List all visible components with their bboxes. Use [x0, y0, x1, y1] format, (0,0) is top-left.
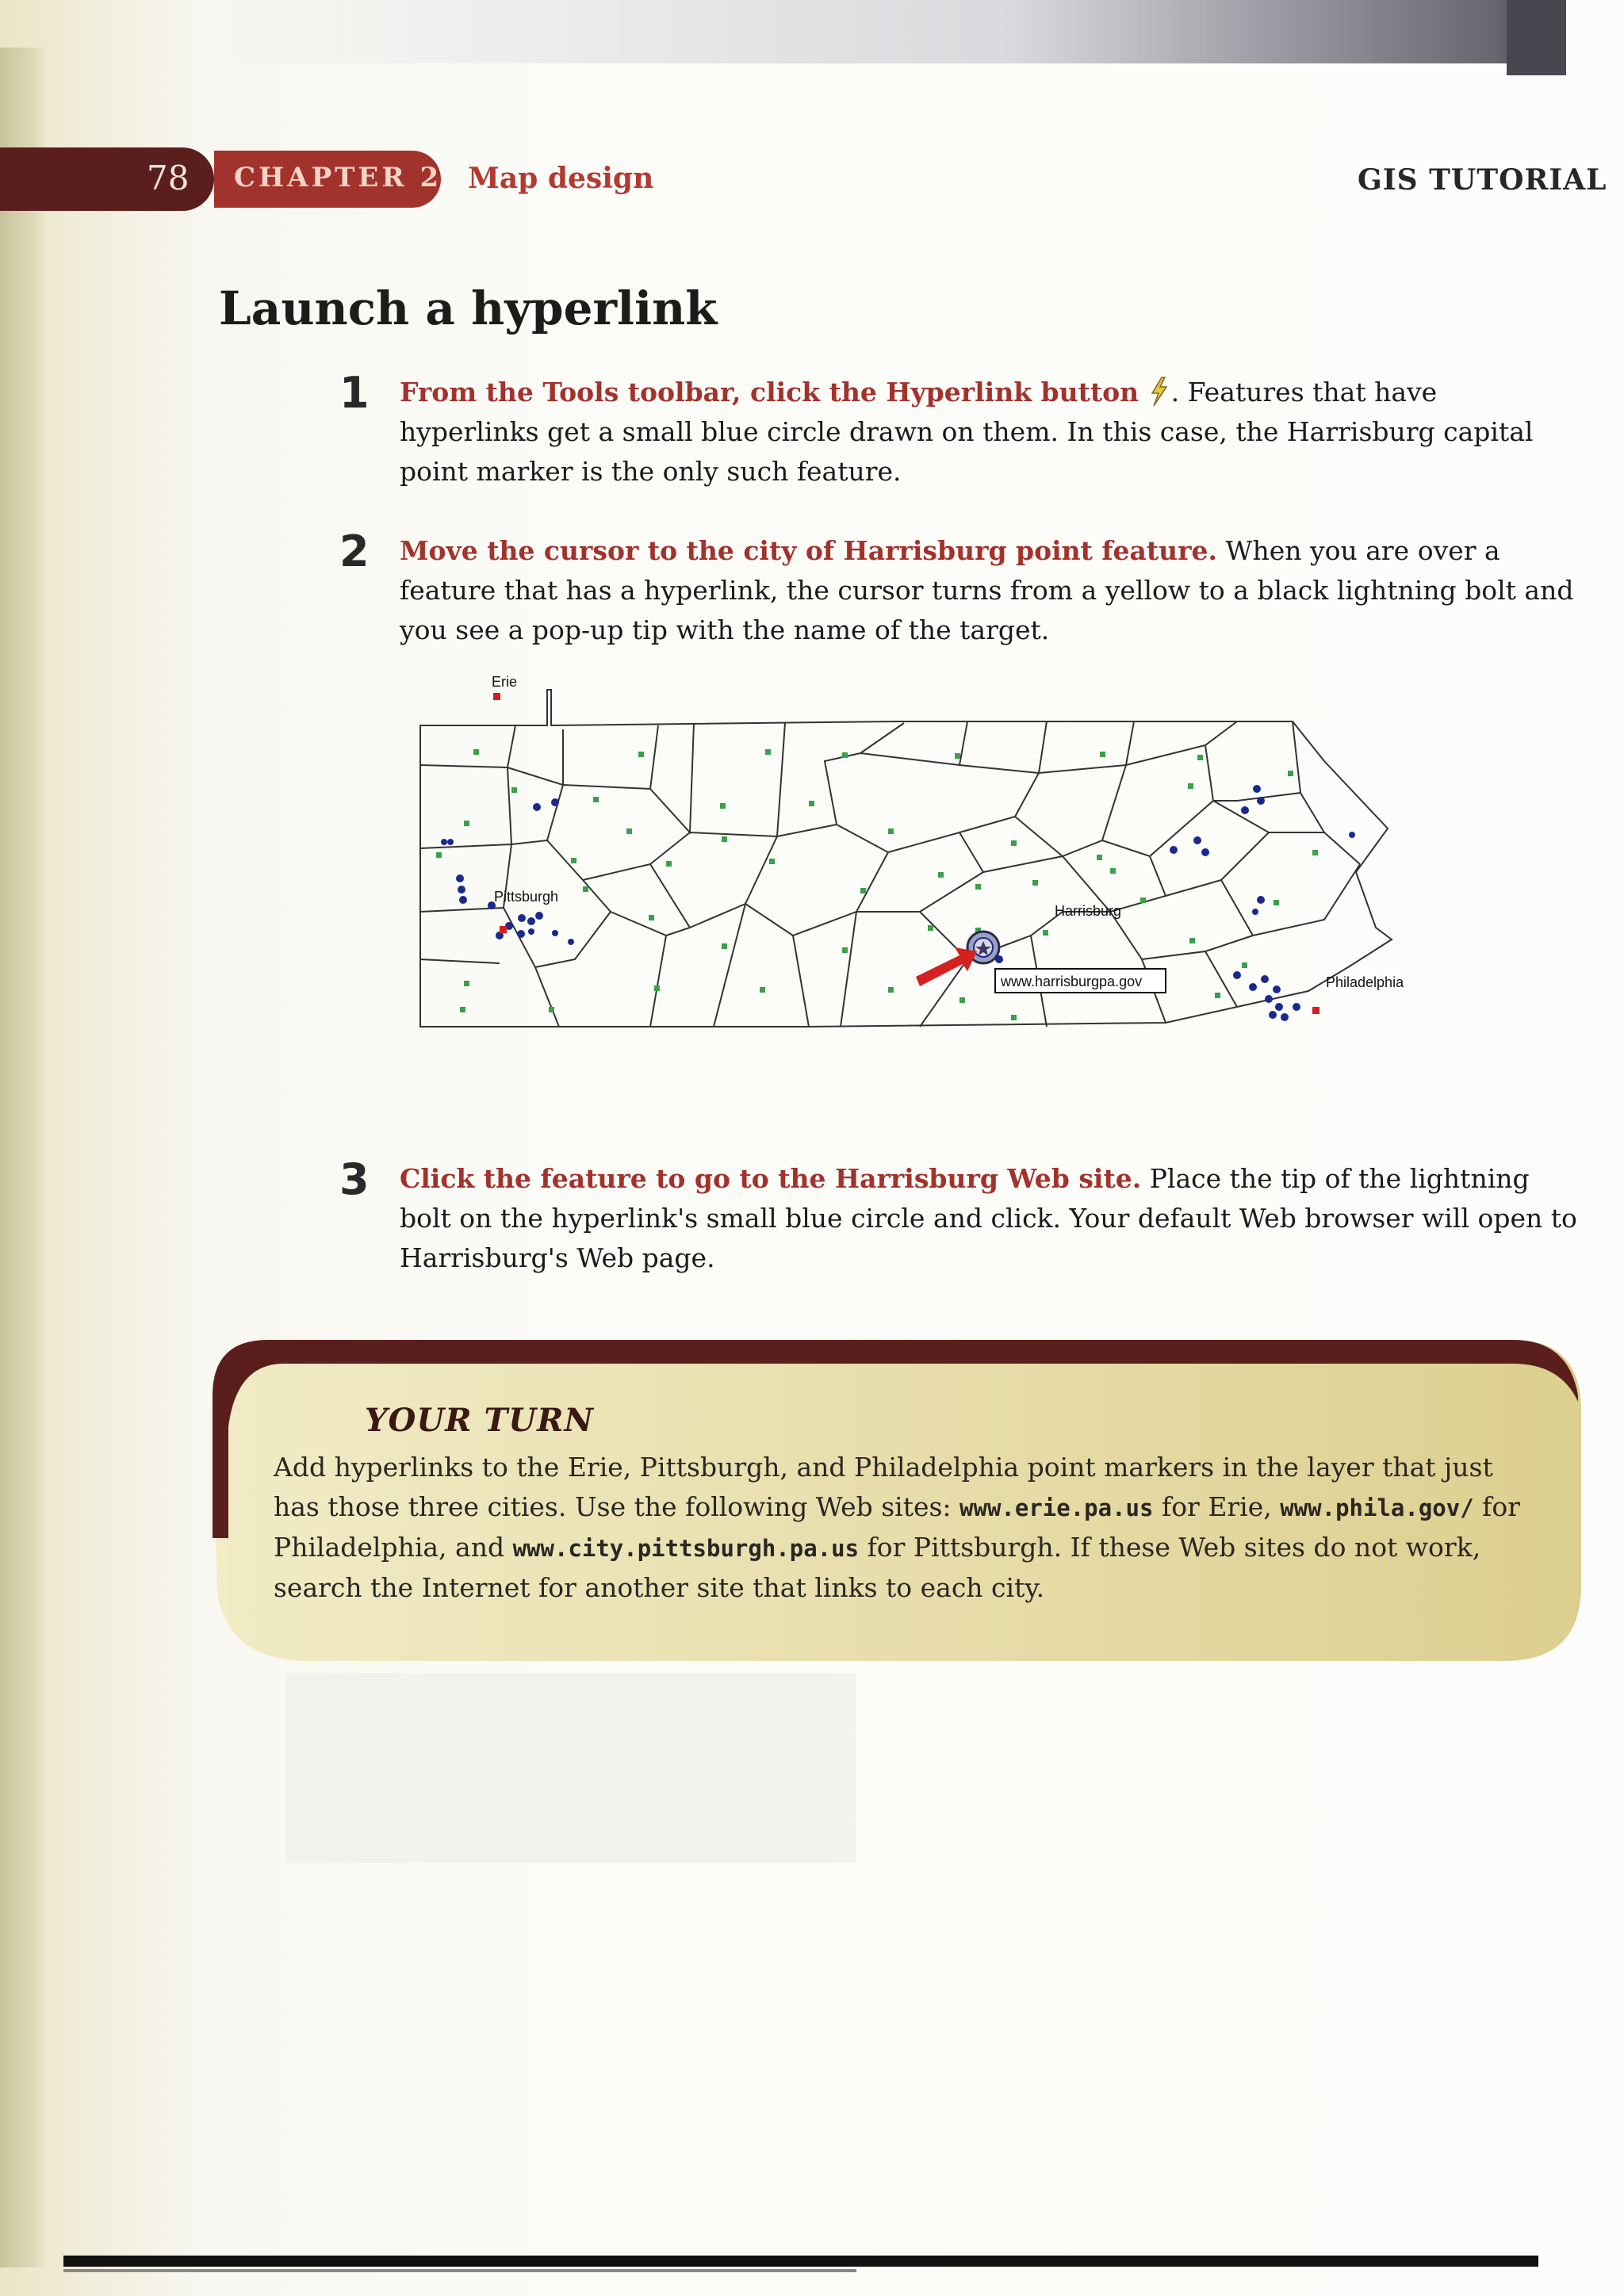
lightning-bolt-icon — [1147, 376, 1171, 408]
step-number: 2 — [339, 526, 370, 576]
url-erie: www.erie.pa.us — [959, 1494, 1154, 1521]
pennsylvania-county-map — [412, 674, 1419, 1118]
bottom-rule — [63, 2256, 1538, 2267]
step-body — [400, 531, 1581, 650]
your-turn-text-part: Add hyperlinks to the Erie, Pittsburgh, and Philadelphia point markers in the layer that just has those three cities. Use the following Web sites: — [274, 1452, 1493, 1522]
your-turn-text-part: for Pittsburgh. If these Web sites do not work, search the Internet for another site that links to each city. — [274, 1532, 1481, 1603]
step-description: . Features that have hyperlinks get a small blue circle drawn on them. In this case, the Harrisburg capital point marker is the only such feature. — [400, 377, 1534, 487]
your-turn-text-part: for Erie, — [1153, 1491, 1281, 1522]
pointer-arrow — [916, 947, 977, 986]
bottom-rule-secondary — [63, 2269, 856, 2272]
page-header — [0, 147, 1624, 211]
map-svg — [412, 674, 1419, 1118]
url-philadelphia: www.phila.gov/ — [1280, 1494, 1474, 1521]
step-number: 1 — [339, 368, 370, 418]
top-edge-shadow — [190, 0, 1562, 63]
step-title: From the Tools toolbar, click the Hyperlink button — [400, 377, 1139, 408]
chapter-label: CHAPTER 2 — [234, 162, 442, 193]
step-title: Move the cursor to the city of Harrisburg point feature. — [400, 535, 1218, 566]
your-turn-title: YOUR TURN — [365, 1402, 594, 1439]
page-gutter-shadow — [0, 48, 48, 2267]
step-body — [400, 373, 1581, 492]
city-label-philadelphia: Philadelphia — [1326, 974, 1404, 990]
book-title: GIS TUTORIAL — [1358, 163, 1607, 197]
step-description: Place the tip of the lightning bolt on the hyperlink's small blue circle and click. Your default Web browser will open to Harrisburg's Web page. — [400, 1163, 1577, 1273]
step-body — [400, 1159, 1581, 1278]
step-number: 3 — [339, 1154, 370, 1204]
popup-tip-text: www.harrisburgpa.gov — [1001, 974, 1143, 989]
url-pittsburgh: www.city.pittsburgh.pa.us — [512, 1535, 860, 1562]
city-label-harrisburg: Harrisburg — [1055, 903, 1122, 919]
city-points — [441, 785, 1355, 1021]
top-corner-shadow — [1507, 0, 1566, 75]
page-number: 78 — [147, 159, 190, 197]
bleed-through-shadow — [285, 1673, 856, 1863]
section-title: Map design — [468, 162, 654, 195]
your-turn-text — [274, 1448, 1542, 1608]
city-label-pittsburgh: Pittsburgh — [494, 889, 559, 905]
your-turn-text-part: for Philadelphia, and — [274, 1491, 1521, 1563]
step-description: When you are over a feature that has a hyperlink, the cursor turns from a yellow to a black lightning bolt and you see a pop-up tip with the name of the target. — [400, 535, 1574, 645]
county-seat-points — [436, 749, 1318, 1020]
step-title: Click the feature to go to the Harrisburg Web site. — [400, 1163, 1142, 1194]
state-outline — [420, 690, 1392, 1027]
page-heading: Launch a hyperlink — [219, 281, 718, 335]
city-label-erie: Erie — [492, 674, 518, 690]
major-city-markers — [493, 693, 1320, 1014]
